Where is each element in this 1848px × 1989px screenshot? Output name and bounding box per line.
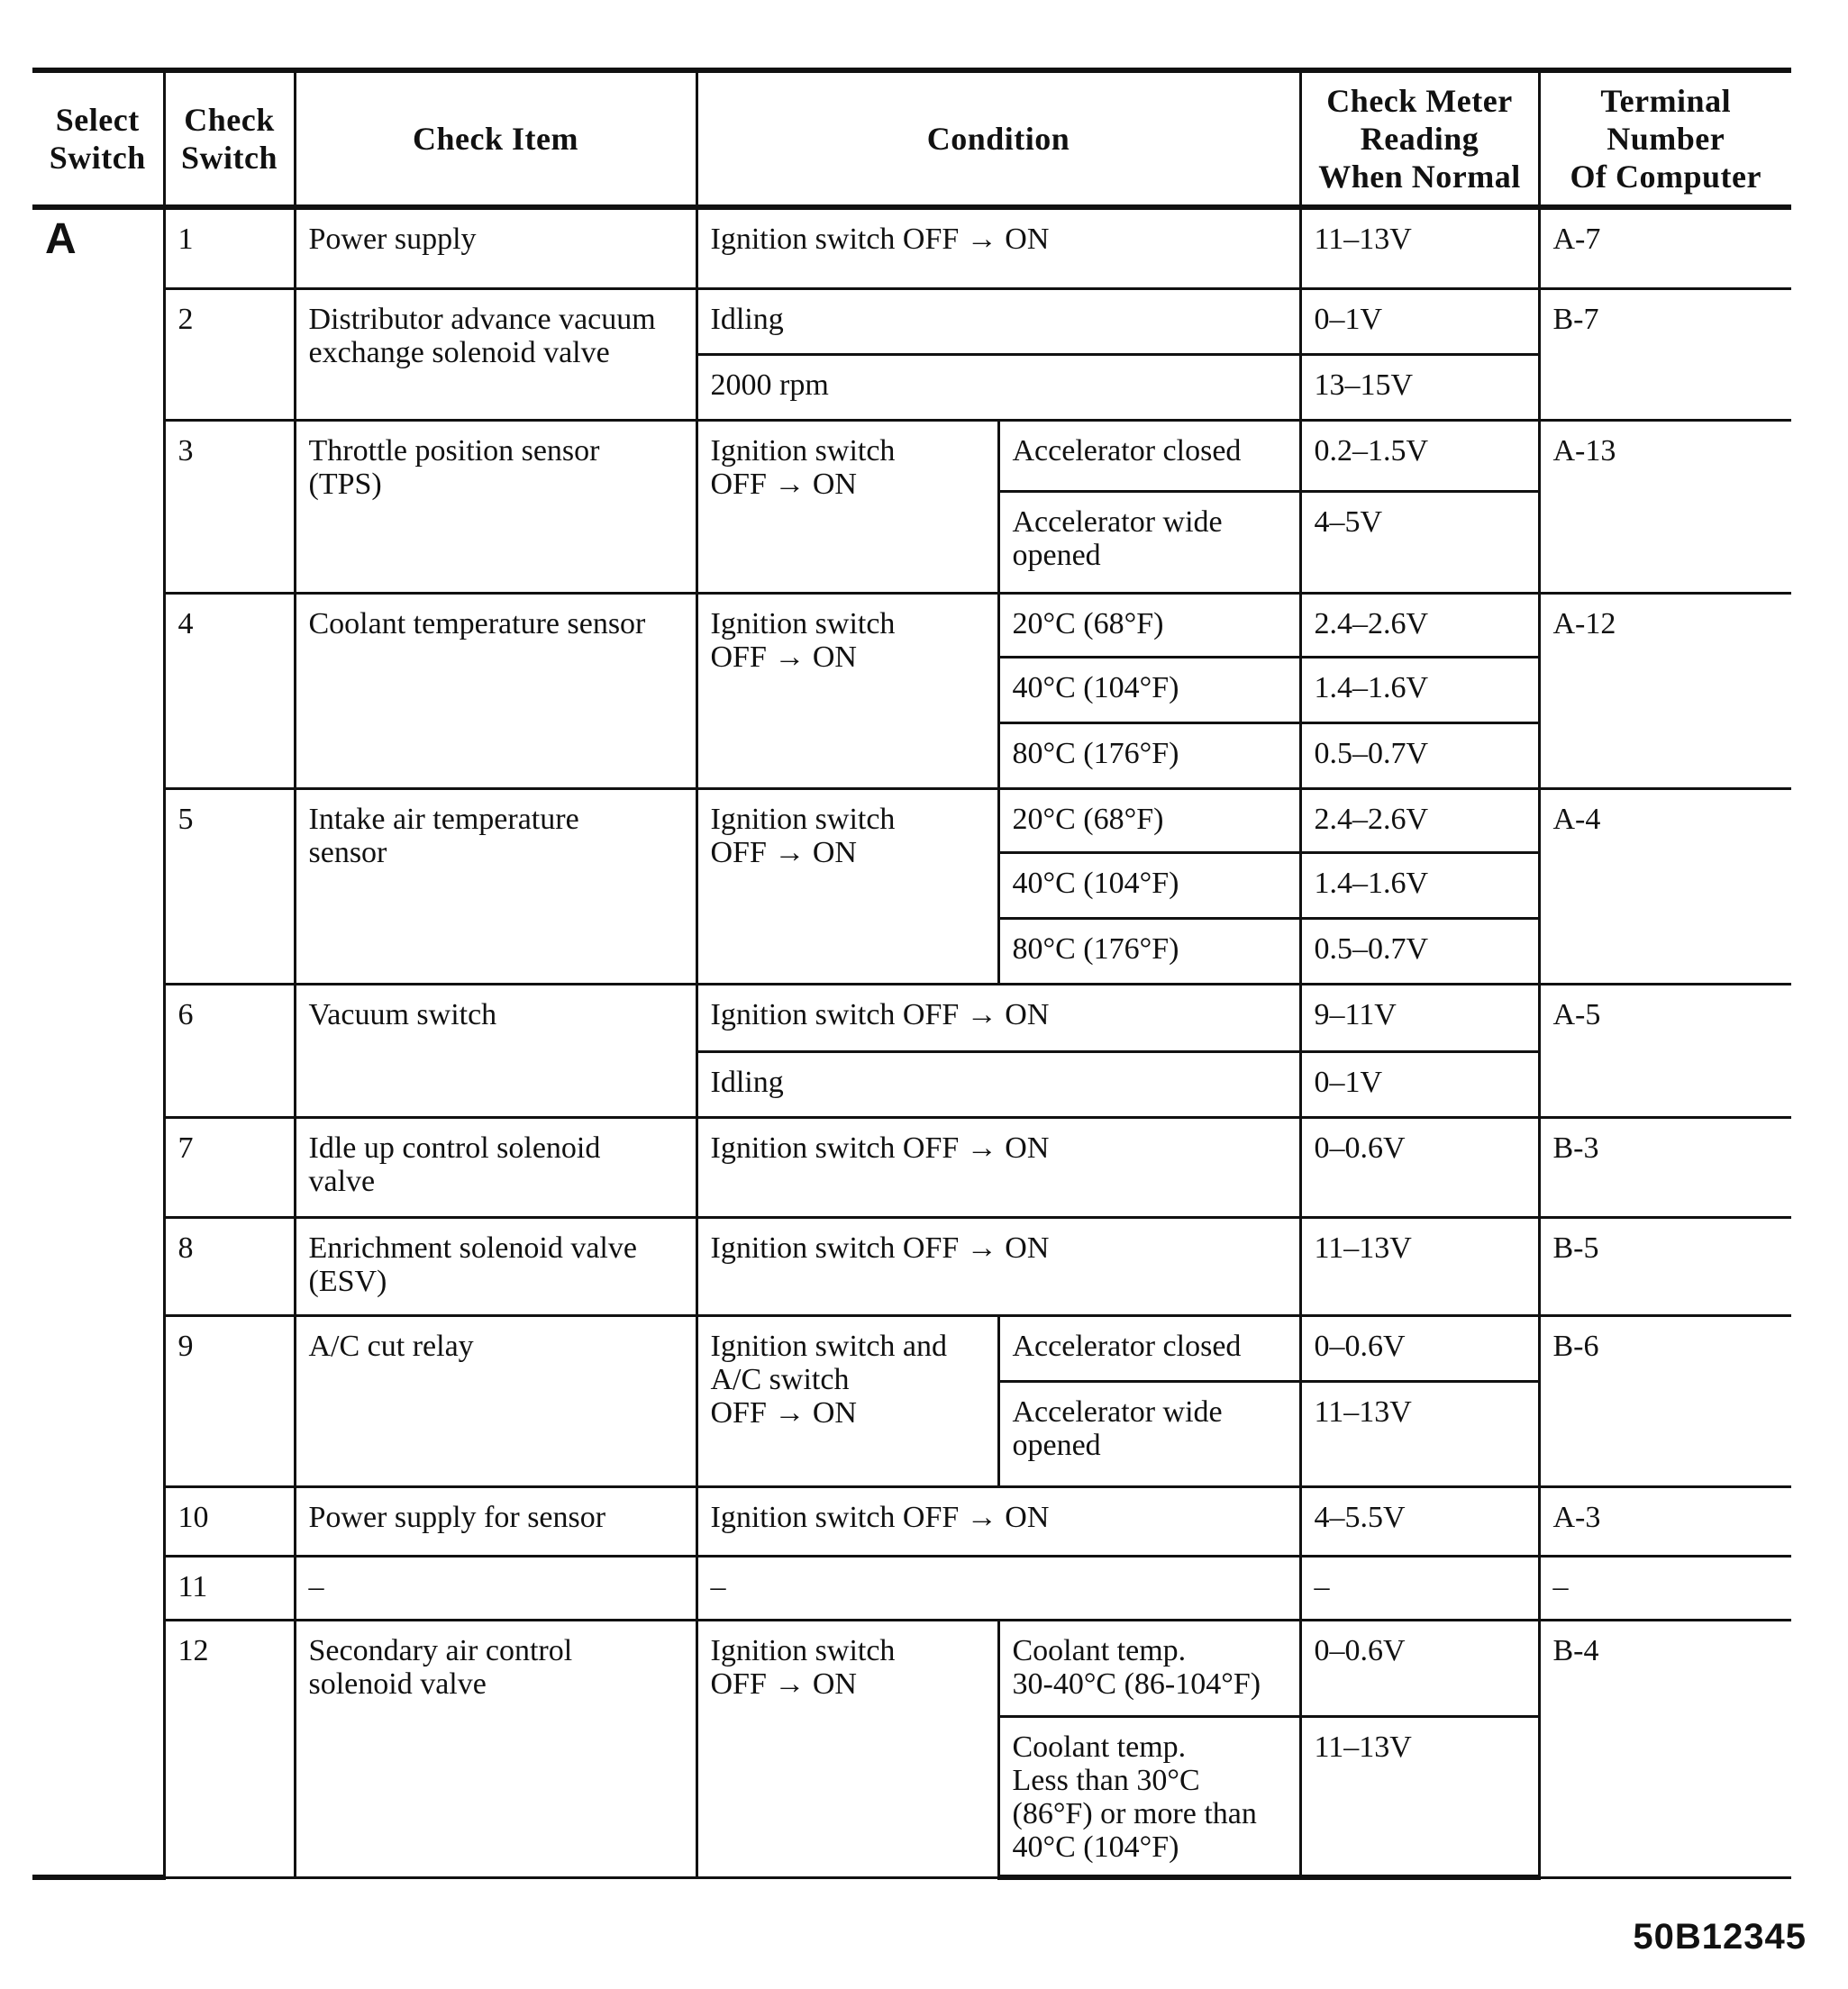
check-switch-number: 5 bbox=[164, 789, 295, 985]
header-select-switch: Select Switch bbox=[32, 70, 164, 207]
meter-reading: 9–11V bbox=[1300, 985, 1539, 1052]
meter-reading: 0–0.6V bbox=[1300, 1316, 1539, 1382]
meter-reading: 11–13V bbox=[1300, 207, 1539, 289]
check-switch-number: 2 bbox=[164, 289, 295, 421]
condition: Ignition switch OFF → ON bbox=[696, 207, 1300, 289]
header-meter-reading: Check Meter Reading When Normal bbox=[1300, 70, 1539, 207]
terminal-number: A-5 bbox=[1539, 985, 1791, 1118]
meter-reading: 4–5.5V bbox=[1300, 1487, 1539, 1557]
check-item: Secondary air control solenoid valve bbox=[295, 1621, 696, 1878]
terminal-number: B-6 bbox=[1539, 1316, 1791, 1487]
check-switch-number: 9 bbox=[164, 1316, 295, 1487]
header-row bbox=[32, 70, 1791, 207]
condition: Ignition switch OFF → ON bbox=[696, 985, 1300, 1052]
check-switch-number: 6 bbox=[164, 985, 295, 1118]
check-item: Vacuum switch bbox=[295, 985, 696, 1118]
check-item: Intake air temperature sensor bbox=[295, 789, 696, 985]
table-row bbox=[32, 421, 1791, 492]
meter-reading: 2.4–2.6V bbox=[1300, 594, 1539, 658]
check-item: Power supply for sensor bbox=[295, 1487, 696, 1557]
check-item: Throttle position sensor (TPS) bbox=[295, 421, 696, 594]
meter-reading: 1.4–1.6V bbox=[1300, 853, 1539, 919]
meter-reading: 0–1V bbox=[1300, 289, 1539, 355]
meter-reading: 0.5–0.7V bbox=[1300, 919, 1539, 985]
table-row bbox=[32, 985, 1791, 1052]
sub-condition: Accelerator closed bbox=[998, 1316, 1300, 1382]
terminal-number: – bbox=[1539, 1557, 1791, 1621]
check-item: Idle up control solenoid valve bbox=[295, 1118, 696, 1218]
meter-reading: – bbox=[1300, 1557, 1539, 1621]
figure-code: 50B12345 bbox=[1633, 1917, 1807, 1957]
table-row bbox=[32, 789, 1791, 853]
meter-reading: 0.5–0.7V bbox=[1300, 723, 1539, 789]
meter-reading: 1.4–1.6V bbox=[1300, 658, 1539, 723]
table-row bbox=[32, 1118, 1791, 1218]
meter-reading: 0–0.6V bbox=[1300, 1118, 1539, 1218]
terminal-number: A-12 bbox=[1539, 594, 1791, 789]
condition: 2000 rpm bbox=[696, 355, 1300, 421]
condition: Ignition switch and A/C switch OFF → ON bbox=[696, 1316, 998, 1487]
sub-condition: 40°C (104°F) bbox=[998, 853, 1300, 919]
sub-condition: 80°C (176°F) bbox=[998, 723, 1300, 789]
meter-reading: 11–13V bbox=[1300, 1218, 1539, 1316]
terminal-number: B-3 bbox=[1539, 1118, 1791, 1218]
table-row bbox=[32, 1218, 1791, 1316]
condition: Ignition switch OFF → ON bbox=[696, 1118, 1300, 1218]
check-item: Distributor advance vacuum exchange solenoid valve bbox=[295, 289, 696, 421]
check-switch-number: 8 bbox=[164, 1218, 295, 1316]
check-item: Power supply bbox=[295, 207, 696, 289]
check-switch-number: 10 bbox=[164, 1487, 295, 1557]
terminal-number: B-5 bbox=[1539, 1218, 1791, 1316]
condition: Ignition switch OFF → ON bbox=[696, 1621, 998, 1878]
sub-condition: Accelerator wide opened bbox=[998, 1382, 1300, 1487]
check-switch-number: 4 bbox=[164, 594, 295, 789]
condition: – bbox=[696, 1557, 1300, 1621]
condition: Idling bbox=[696, 289, 1300, 355]
meter-reading: 11–13V bbox=[1300, 1717, 1539, 1878]
terminal-number: B-7 bbox=[1539, 289, 1791, 421]
sub-condition: Coolant temp. 30-40°C (86-104°F) bbox=[998, 1621, 1300, 1717]
diagnosis-check-table bbox=[32, 68, 1791, 1880]
condition: Ignition switch OFF → ON bbox=[696, 594, 998, 789]
condition: Ignition switch OFF → ON bbox=[696, 1218, 1300, 1316]
meter-reading: 13–15V bbox=[1300, 355, 1539, 421]
meter-reading: 0.2–1.5V bbox=[1300, 421, 1539, 492]
select-switch-value: A bbox=[32, 207, 164, 1877]
table-row bbox=[32, 1557, 1791, 1621]
table-row bbox=[32, 594, 1791, 658]
meter-reading: 11–13V bbox=[1300, 1382, 1539, 1487]
terminal-number: A-4 bbox=[1539, 789, 1791, 985]
check-switch-number: 3 bbox=[164, 421, 295, 594]
header-check-switch: Check Switch bbox=[164, 70, 295, 207]
check-item: A/C cut relay bbox=[295, 1316, 696, 1487]
sub-condition: 20°C (68°F) bbox=[998, 594, 1300, 658]
terminal-number: B-4 bbox=[1539, 1621, 1791, 1878]
table-row bbox=[32, 207, 1791, 289]
sub-condition: Coolant temp. Less than 30°C (86°F) or more than 40°C (104°F) bbox=[998, 1717, 1300, 1878]
sub-condition: 20°C (68°F) bbox=[998, 789, 1300, 853]
terminal-number: A-13 bbox=[1539, 421, 1791, 594]
check-item: – bbox=[295, 1557, 696, 1621]
meter-reading: 0–0.6V bbox=[1300, 1621, 1539, 1717]
terminal-number: A-7 bbox=[1539, 207, 1791, 289]
check-switch-number: 1 bbox=[164, 207, 295, 289]
table-row bbox=[32, 1316, 1791, 1382]
check-switch-number: 12 bbox=[164, 1621, 295, 1878]
check-item: Enrichment solenoid valve (ESV) bbox=[295, 1218, 696, 1316]
meter-reading: 2.4–2.6V bbox=[1300, 789, 1539, 853]
sub-condition: 40°C (104°F) bbox=[998, 658, 1300, 723]
condition: Ignition switch OFF → ON bbox=[696, 421, 998, 594]
table-row bbox=[32, 1487, 1791, 1557]
condition: Ignition switch OFF → ON bbox=[696, 1487, 1300, 1557]
check-switch-number: 7 bbox=[164, 1118, 295, 1218]
header-terminal-number: Terminal Number Of Computer bbox=[1539, 70, 1791, 207]
meter-reading: 0–1V bbox=[1300, 1052, 1539, 1118]
terminal-number: A-3 bbox=[1539, 1487, 1791, 1557]
sub-condition: 80°C (176°F) bbox=[998, 919, 1300, 985]
table-row bbox=[32, 289, 1791, 355]
sub-condition: Accelerator wide opened bbox=[998, 492, 1300, 594]
check-item: Coolant temperature sensor bbox=[295, 594, 696, 789]
header-condition: Condition bbox=[696, 70, 1300, 207]
header-check-item: Check Item bbox=[295, 70, 696, 207]
table-row bbox=[32, 1621, 1791, 1717]
condition: Idling bbox=[696, 1052, 1300, 1118]
condition: Ignition switch OFF → ON bbox=[696, 789, 998, 985]
meter-reading: 4–5V bbox=[1300, 492, 1539, 594]
check-table-sheet bbox=[32, 68, 1791, 1880]
sub-condition: Accelerator closed bbox=[998, 421, 1300, 492]
check-switch-number: 11 bbox=[164, 1557, 295, 1621]
